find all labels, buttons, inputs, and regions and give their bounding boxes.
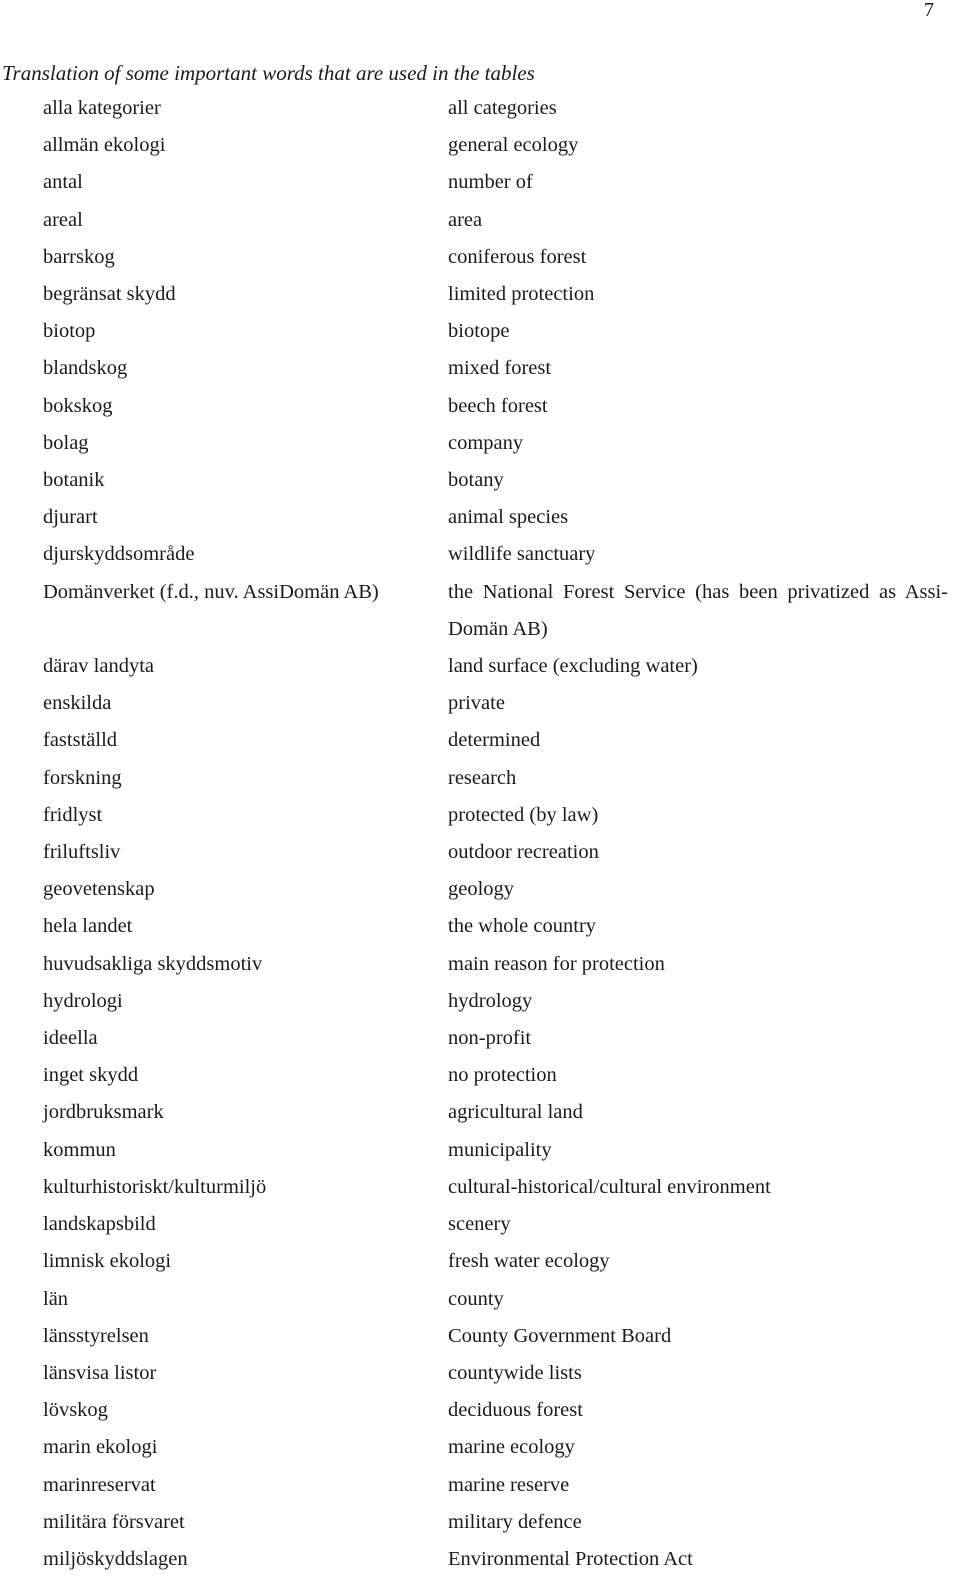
english-translation: coniferous forest: [448, 245, 587, 268]
swedish-term: inget skydd: [43, 1064, 139, 1087]
glossary-row: [0, 1243, 960, 1280]
swedish-term: länsvisa listor: [43, 1361, 157, 1384]
swedish-term: fastställd: [43, 729, 118, 752]
swedish-term: ideella: [43, 1027, 98, 1050]
glossary-row: [0, 685, 960, 722]
glossary-row: [0, 946, 960, 983]
english-translation: Environmental Protection Act: [448, 1547, 693, 1570]
swedish-term: friluftsliv: [43, 841, 121, 864]
english-translation: municipality: [448, 1138, 552, 1161]
glossary-row: [0, 425, 960, 462]
glossary-row: [0, 797, 960, 834]
glossary-row: [0, 1541, 960, 1578]
english-translation: geology: [448, 878, 515, 901]
swedish-term: kommun: [43, 1138, 116, 1161]
swedish-term: antal: [43, 171, 83, 194]
page-number: 7: [924, 0, 934, 21]
swedish-term: länsstyrelsen: [43, 1324, 149, 1347]
english-translation: military defence: [448, 1510, 582, 1533]
glossary-row: [0, 983, 960, 1020]
english-translation: countywide lists: [448, 1361, 582, 1384]
swedish-term: enskilda: [43, 692, 112, 715]
swedish-term: forskning: [43, 766, 122, 789]
glossary-row: [0, 90, 960, 127]
glossary-row: [0, 908, 960, 945]
english-translation: area: [448, 208, 483, 231]
glossary-row: [0, 1132, 960, 1169]
english-translation: outdoor recreation: [448, 841, 599, 864]
swedish-term: marin ekologi: [43, 1436, 158, 1459]
glossary-row: [0, 202, 960, 239]
swedish-term: hela landet: [43, 915, 133, 938]
swedish-term: bokskog: [43, 394, 113, 417]
glossary-row: [0, 1094, 960, 1131]
swedish-term: limnisk ekologi: [43, 1250, 172, 1273]
swedish-term: landskapsbild: [43, 1213, 156, 1236]
glossary-row: [0, 239, 960, 276]
glossary-list: [0, 90, 960, 1578]
english-translation: animal species: [448, 506, 569, 529]
swedish-term: militära försvaret: [43, 1510, 185, 1533]
glossary-row: [0, 536, 960, 573]
swedish-term: allmän ekologi: [43, 134, 166, 157]
glossary-row: [0, 760, 960, 797]
glossary-row: [0, 1355, 960, 1392]
glossary-row: [0, 871, 960, 908]
swedish-term: kulturhistoriskt/kulturmiljö: [43, 1175, 267, 1198]
glossary-row: [0, 722, 960, 759]
glossary-row: [0, 1169, 960, 1206]
english-translation: biotope: [448, 320, 510, 343]
swedish-term: huvudsakliga skyddsmotiv: [43, 952, 263, 975]
swedish-term: jordbruksmark: [43, 1101, 164, 1124]
glossary-row: [0, 127, 960, 164]
english-translation: mixed forest: [448, 357, 552, 380]
page-heading: Translation of some important words that are used in the tables: [2, 61, 535, 85]
swedish-term: botanik: [43, 469, 105, 492]
glossary-row: [0, 1504, 960, 1541]
swedish-term: hydrologi: [43, 989, 123, 1012]
english-translation: hydrology: [448, 989, 533, 1012]
english-translation: agricultural land: [448, 1101, 583, 1124]
english-translation: general ecology: [448, 134, 579, 157]
glossary-row: [0, 1020, 960, 1057]
english-translation: all categories: [448, 97, 557, 119]
english-translation: botany: [448, 469, 504, 492]
english-translation: no protection: [448, 1064, 557, 1087]
glossary-row: [0, 388, 960, 425]
english-translation: wildlife sanctuary: [448, 543, 596, 566]
english-translation: deciduous forest: [448, 1399, 583, 1422]
english-translation: the whole country: [448, 915, 597, 938]
glossary-row: [0, 834, 960, 871]
glossary-row: [0, 1392, 960, 1429]
glossary-row: [0, 1467, 960, 1504]
swedish-term: bolag: [43, 431, 89, 454]
swedish-term: djurskyddsområde: [43, 543, 195, 566]
swedish-term: därav landyta: [43, 655, 154, 678]
glossary-row: [0, 1429, 960, 1466]
swedish-term: alla kategorier: [43, 97, 161, 119]
english-translation: determined: [448, 729, 541, 752]
swedish-term: areal: [43, 208, 83, 231]
swedish-term: begränsat skydd: [43, 283, 176, 306]
swedish-term: djurart: [43, 506, 98, 529]
glossary-row: [0, 276, 960, 313]
english-translation: fresh water ecology: [448, 1250, 610, 1273]
glossary-row: [0, 1318, 960, 1355]
glossary-row: [0, 1057, 960, 1094]
swedish-term: blandskog: [43, 357, 128, 380]
english-translation: protected (by law): [448, 803, 599, 826]
glossary-row: [0, 1281, 960, 1318]
english-translation: main reason for protection: [448, 952, 665, 975]
english-translation: County Government Board: [448, 1324, 672, 1347]
glossary-row: [0, 164, 960, 201]
english-translation: marine ecology: [448, 1436, 575, 1459]
english-translation: private: [448, 692, 505, 715]
english-translation: land surface (excluding water): [448, 655, 698, 678]
english-translation: research: [448, 766, 517, 789]
glossary-row: [0, 462, 960, 499]
english-translation: the National Forest Service (has been privatized as Assi-Domän AB): [448, 580, 948, 640]
english-translation: non-profit: [448, 1027, 532, 1050]
swedish-term: barrskog: [43, 245, 115, 268]
glossary-row: [0, 499, 960, 536]
swedish-term: marinreservat: [43, 1473, 156, 1496]
english-translation: cultural-historical/cultural environment: [448, 1175, 771, 1198]
glossary-row: [0, 574, 960, 648]
swedish-term: biotop: [43, 320, 96, 343]
english-translation: marine reserve: [448, 1473, 570, 1496]
swedish-term: lövskog: [43, 1399, 108, 1422]
english-translation: number of: [448, 171, 533, 194]
swedish-term: län: [43, 1287, 69, 1310]
swedish-term: geovetenskap: [43, 878, 155, 901]
swedish-term: fridlyst: [43, 803, 103, 826]
glossary-row: [0, 350, 960, 387]
swedish-term: Domänverket (f.d., nuv. AssiDomän AB): [43, 580, 379, 603]
swedish-term: miljöskyddslagen: [43, 1547, 188, 1570]
glossary-row: [0, 648, 960, 685]
english-translation: company: [448, 431, 524, 454]
glossary-row: [0, 313, 960, 350]
english-translation: county: [448, 1287, 504, 1310]
english-translation: scenery: [448, 1213, 511, 1236]
english-translation: limited protection: [448, 283, 595, 306]
glossary-row: [0, 1206, 960, 1243]
english-translation: beech forest: [448, 394, 548, 417]
